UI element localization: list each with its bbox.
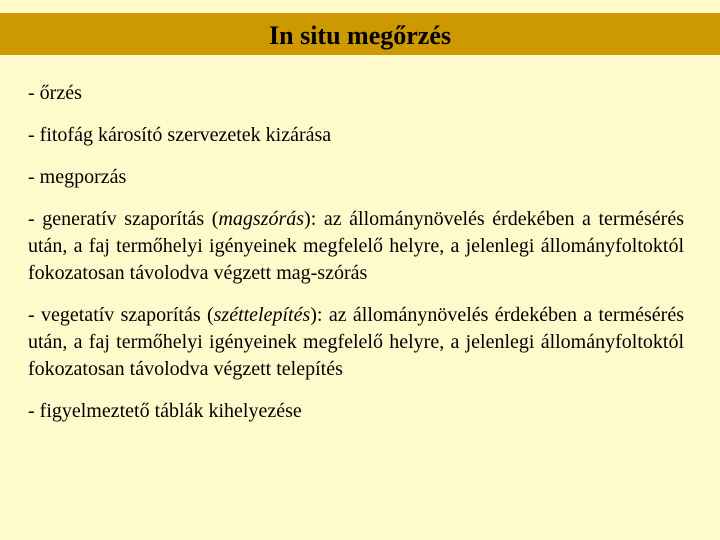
list-item-prefix: - vegetatív szaporítás ( xyxy=(28,304,214,326)
slide-title: In situ megőrzés xyxy=(269,21,451,50)
list-item-generativ xyxy=(28,206,684,287)
list-item-figyelmezteto xyxy=(28,398,684,425)
list-item-emphasis: széttelepítés xyxy=(213,304,311,326)
list-item-megporzas xyxy=(28,164,684,191)
list-item-emphasis: magszórás xyxy=(218,208,305,230)
list-item-suffix: ): az állománynövelés érdekében a termésérés után, a faj termőhelyi igényeinek megfelelő helyre, a jelenlegi állományfoltoktól fokozatosan távolodva végzett mag-szórás xyxy=(28,208,684,284)
list-item-suffix: ): az állománynövelés érdekében a termésérés után, a faj termőhelyi igényeinek megfelelő helyre, a jelenlegi állományfoltoktól fokozatosan távolodva végzett telepítés xyxy=(28,304,685,380)
list-item-text: - megporzás xyxy=(28,166,127,188)
list-item-text: - figyelmeztető táblák kihelyezése xyxy=(28,400,302,422)
list-item-prefix: - generatív szaporítás ( xyxy=(28,208,219,230)
list-item-text: - fitofág károsító szervezetek kizárása xyxy=(28,124,332,146)
list-item-orzes xyxy=(28,80,684,107)
slide-body xyxy=(28,80,684,425)
list-item-text: - őrzés xyxy=(28,82,82,104)
list-item-fitofag xyxy=(28,122,684,149)
list-item-vegetativ xyxy=(28,302,684,383)
